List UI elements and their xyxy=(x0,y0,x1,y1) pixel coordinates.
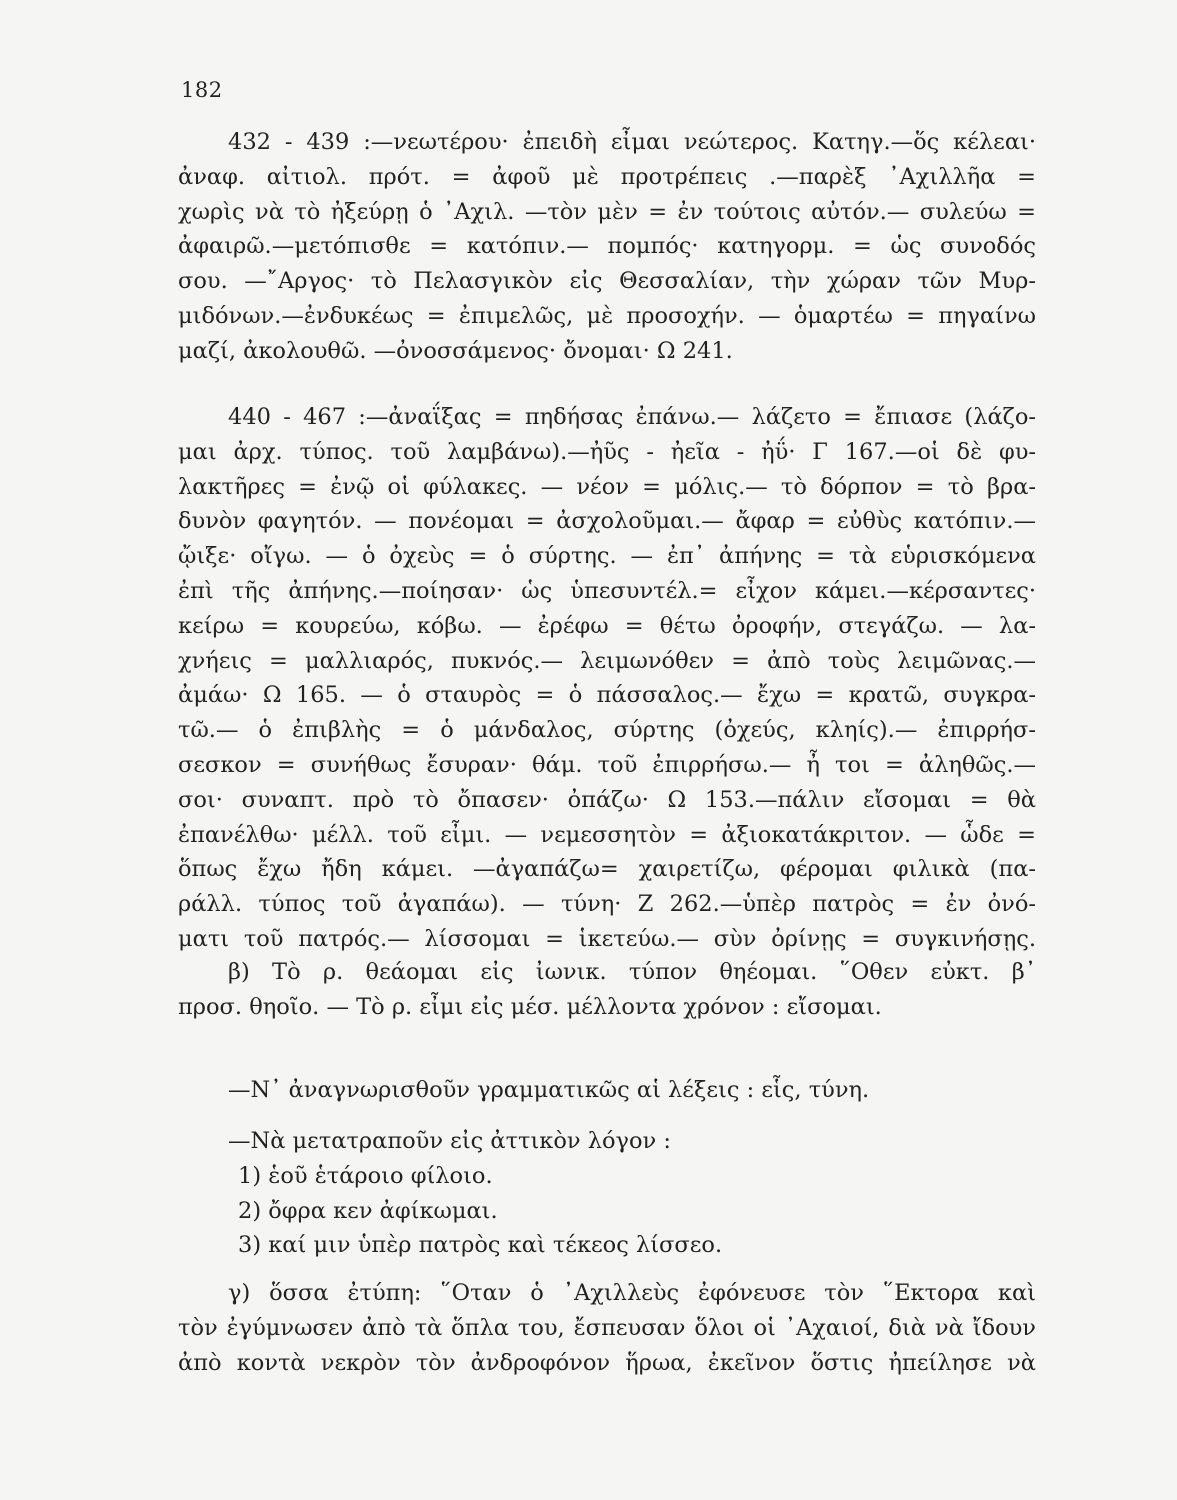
text-line: χωρὶς νὰ τὸ ἠξεύρῃ ὁ ᾿Αχιλ. —τὸν μὲν = ἐν τούτοις αὐτόν.— συλεύω = xyxy=(178,198,1036,225)
note-c xyxy=(178,1276,1036,1380)
text-line: 440 - 467 :—ἀναΐξας = πηδήσας ἐπάνω.— λάζετο = ἔπιασε (λάζο- xyxy=(228,404,1036,430)
commentary-432-439 xyxy=(178,125,1036,369)
text-line: σεσκον = συνήθως ἔσυραν· θάμ. τοῦ ἐπιρρήσω.— ἦ τοι = ἀληθῶς.— xyxy=(178,751,1036,778)
text-line: ἐπανέλθω· μέλλ. τοῦ εἶμι. — νεμεσσητὸν = ἀξιοκατάκριτον. — ὧδε = xyxy=(178,821,1036,848)
list-item: 1) ἑοῦ ἑτάροιο φίλοιο. xyxy=(238,1162,493,1189)
text-line: ράλλ. τύπος τοῦ ἀγαπάω). — τύνη· Ζ 262.—ὑπὲρ πατρὸς = ἐν ὀνό- xyxy=(178,891,1036,918)
text-line: δυνὸν φαγητόν. — πονέομαι = ἀσχολοῦμαι.— ἄφαρ = εὐθὺς κατόπιν.— xyxy=(178,508,1036,535)
text-line: γ) ὅσσα ἐτύπη: ῞Οταν ὁ ᾿Αχιλλεὺς ἐφόνευσε τὸν ῞Εκτορα καὶ xyxy=(228,1280,1036,1306)
text-line: κείρω = κουρεύω, κόβω. — ἐρέφω = θέτω ὀροφήν, στεγάζω. — λα- xyxy=(178,612,1036,639)
text-line: ᾤιξε· οἴγω. — ὁ ὀχεὺς = ὁ σύρτης. — ἐπ᾿ ἀπήνης = τὰ εὑρισκόμενα xyxy=(178,543,1036,570)
text-line: τῶ.— ὁ ἐπιβλὴς = ὁ μάνδαλος, σύρτης (ὀχεύς, κληίς).— ἐπιρρήσ- xyxy=(178,717,1036,744)
text-line: τὸν ἐγύμνωσεν ἀπὸ τὰ ὅπλα του, ἔσπευσαν ὅλοι οἱ ᾿Αχαιοί, διὰ νὰ ἴδουν xyxy=(178,1314,1036,1341)
text-line: β) Τὸ ρ. θεάομαι εἰς ἰωνικ. τύπον θηέομαι. ῞Οθεν εὐκτ. β᾿ xyxy=(228,959,1036,985)
list-item: 3) καί μιν ὑπὲρ πατρὸς καὶ τέκεος λίσσεο. xyxy=(238,1232,723,1259)
text-line: προσ. θηοῖο. — Τὸ ρ. εἶμι εἰς μέσ. μέλλοντα χρόνον : εἴσομαι. xyxy=(178,993,882,1020)
grammar-note-b xyxy=(178,955,1036,1025)
text-line: χνήεις = μαλλιαρός, πυκνός.— λειμωνόθεν = ἀπὸ τοὺς λειμῶνας.— xyxy=(178,647,1036,674)
list-item: 2) ὄφρα κεν ἀφίκωμαι. xyxy=(238,1197,498,1224)
text-line: ἐπὶ τῆς ἀπήνης.—ποίησαν· ὡς ὑπεσυντέλ.= εἶχον κάμει.—κέρσαντες· xyxy=(178,577,1036,604)
text-line: ὅπως ἔχω ἤδη κάμει. —ἀγαπάζω= χαιρετίζω, φέρομαι φιλικὰ (πα- xyxy=(178,856,1036,883)
text-line: ματι τοῦ πατρός.— λίσσομαι = ἱκετεύω.— σὺν ὀρίνῃς = συγκινήσῃς. xyxy=(178,925,1036,952)
text-line: ἀναφ. αἰτιολ. πρότ. = ἀφοῦ μὲ προτρέπεις .—παρὲξ ᾿Αχιλλῆα = xyxy=(178,163,1036,190)
text-line: ἀμάω· Ω 165. — ὁ σταυρὸς = ὁ πάσσαλος.— ἔχω = κρατῶ, συγκρα- xyxy=(178,682,1036,709)
text-line: σοι· συναπτ. πρὸ τὸ ὄπασεν· ὀπάζω· Ω 153.—πάλιν εἴσομαι = θὰ xyxy=(178,786,1036,813)
text-line: ἀπὸ κοντὰ νεκρὸν τὸν ἀνδροφόνον ἥρωα, ἐκεῖνον ὅστις ἠπείλησε νὰ xyxy=(178,1349,1036,1376)
text-line: μιδόνων.—ἐνδυκέως = ἐπιμελῶς, μὲ προσοχήν. — ὁμαρτέω = πηγαίνω xyxy=(178,302,1036,329)
exercise-convert xyxy=(178,1124,1036,1263)
text-line: μαι ἀρχ. τύπος. τοῦ λαμβάνω).—ἠῦς - ἠεῖα - ἠΰ· Γ 167.—οἱ δὲ φυ- xyxy=(178,438,1036,465)
text-line: λακτῆρες = ἐνῷ οἱ φύλακες. — νέον = μόλις.— τὸ δόρπον = τὸ βρα- xyxy=(178,473,1036,500)
page-number: 182 xyxy=(181,78,223,102)
text-line: μαζί, ἀκολουθῶ. —ὀνοσσάμενος· ὄνομαι· Ω 241. xyxy=(178,337,733,364)
text-line: —Ν᾿ ἀναγνωρισθοῦν γραμματικῶς αἱ λέξεις : εἷς, τύνη. xyxy=(228,1077,870,1103)
commentary-440-467 xyxy=(178,400,1036,957)
exercise-intro: —Νὰ μετατραποῦν εἰς ἀττικὸν λόγον : xyxy=(228,1128,671,1154)
exercise-identify xyxy=(178,1073,1036,1108)
text-line: σου. —῎Αργος· τὸ Πελασγικὸν εἰς Θεσσαλίαν, τὴν χώραν τῶν Μυρ- xyxy=(178,268,1036,295)
text-line: 432 - 439 :—νεωτέρου· ἐπειδὴ εἶμαι νεώτερος. Κατηγ.—ὅς κέλεαι· xyxy=(228,129,1036,155)
text-line: ἀφαιρῶ.—μετόπισθε = κατόπιν.— πομπός· κατηγορμ. = ὡς συνοδός xyxy=(178,233,1036,260)
